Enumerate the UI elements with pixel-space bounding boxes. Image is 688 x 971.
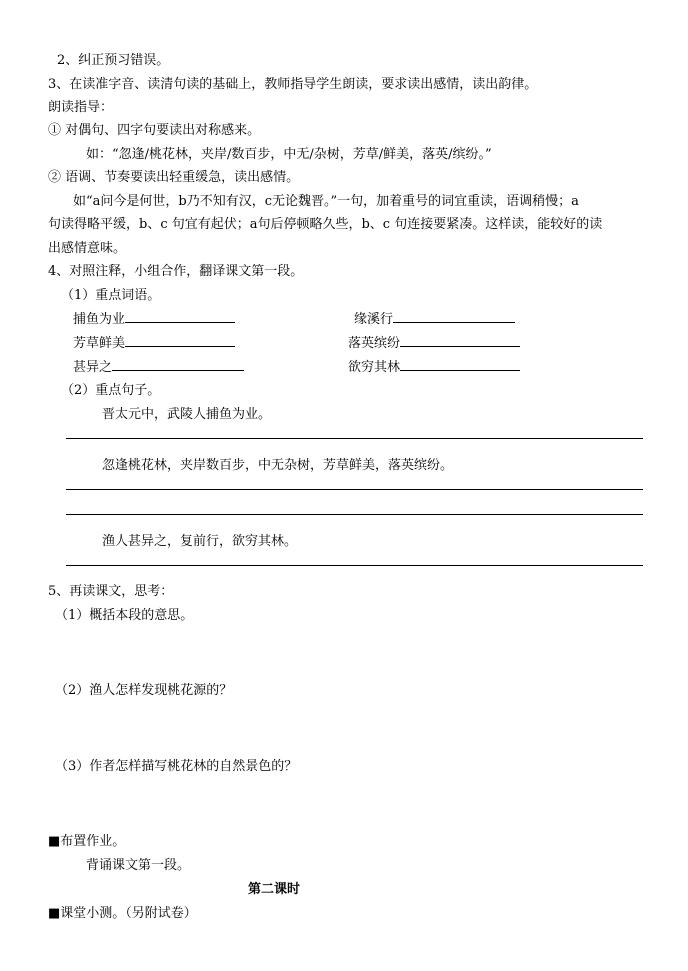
- vocab-item: [348, 334, 520, 353]
- question-2: （2）渔人怎样发现桃花源的？: [55, 683, 233, 698]
- answer-blank[interactable]: [125, 310, 235, 323]
- step-4-line: 4、对照注释，小组合作，翻译课文第一段。: [48, 264, 304, 279]
- guide-example-2-line-1: 如“a问今是何世，b乃不知有汉，c无论魏晋。”一句，加着重号的词宜重读，语调稍慢；a: [73, 194, 579, 209]
- class-quiz-line: ■课堂小测。（另附试卷）: [48, 906, 197, 921]
- answer-blank[interactable]: [112, 358, 244, 371]
- answer-line[interactable]: [66, 514, 643, 515]
- vocab-item: [354, 310, 515, 329]
- answer-blank[interactable]: [125, 334, 235, 347]
- vocab-item: [73, 334, 235, 353]
- question-1: （1）概括本段的意思。: [55, 608, 194, 623]
- answer-blank[interactable]: [393, 310, 515, 323]
- answer-line[interactable]: [66, 438, 643, 439]
- vocab-item: [73, 310, 235, 329]
- guide-example-1: 如：“忽逢/桃花林，夹岸/数百步，中无/杂树，芳草/鲜美，落英/缤纷。”: [86, 147, 492, 162]
- homework-task: 背诵课文第一段。: [86, 858, 191, 873]
- answer-line[interactable]: [66, 489, 643, 490]
- key-words-heading: （1）重点词语。: [61, 288, 161, 303]
- guide-example-2-line-2: 句读得略平缓，b、c 句宜有起伏；a句后停顿略久些，b、c 句连接要紧凑。这样读，能较好的读: [48, 217, 603, 232]
- vocab-item: [348, 358, 520, 377]
- homework-heading: ■布置作业。: [48, 834, 126, 849]
- answer-line[interactable]: [66, 565, 643, 566]
- key-sentences-heading: （2）重点句子。: [61, 383, 161, 398]
- question-3: （3）作者怎样描写桃花林的自然景色的？: [55, 759, 298, 774]
- second-lesson-title: 第二课时: [248, 882, 301, 897]
- guide-point-1: ① 对偶句、四字句要读出对称感来。: [48, 123, 261, 138]
- key-sentence-3: 渔人甚异之，复前行，欲穷其林。: [102, 534, 298, 549]
- vocab-word: 芳草鲜美: [73, 336, 126, 351]
- step-3-line: 3、在读准字音、读清句读的基础上，教师指导学生朗读，要求读出感情，读出韵律。: [48, 77, 538, 92]
- key-sentence-1: 晋太元中，武陵人捕鱼为业。: [102, 407, 272, 422]
- guide-point-2: ② 语调、节奏要读出轻重缓急，读出感情。: [48, 170, 300, 185]
- answer-blank[interactable]: [400, 334, 520, 347]
- vocab-word: 捕鱼为业: [73, 312, 126, 327]
- step-2-line: 2、纠正预习错误。: [57, 53, 170, 68]
- step-5-line: 5、再读课文，思考：: [48, 584, 174, 599]
- vocab-word: 缘溪行: [354, 312, 394, 327]
- reading-guide-heading: 朗读指导：: [48, 100, 114, 115]
- vocab-word: 落英缤纷: [348, 336, 401, 351]
- key-sentence-2: 忽逢桃花林，夹岸数百步，中无杂树，芳草鲜美，落英缤纷。: [102, 458, 454, 473]
- vocab-word: 欲穷其林: [348, 360, 401, 375]
- guide-example-2-line-3: 出感情意味。: [48, 241, 127, 256]
- answer-blank[interactable]: [400, 358, 520, 371]
- vocab-word: 甚异之: [73, 360, 113, 375]
- vocab-item: [73, 358, 244, 377]
